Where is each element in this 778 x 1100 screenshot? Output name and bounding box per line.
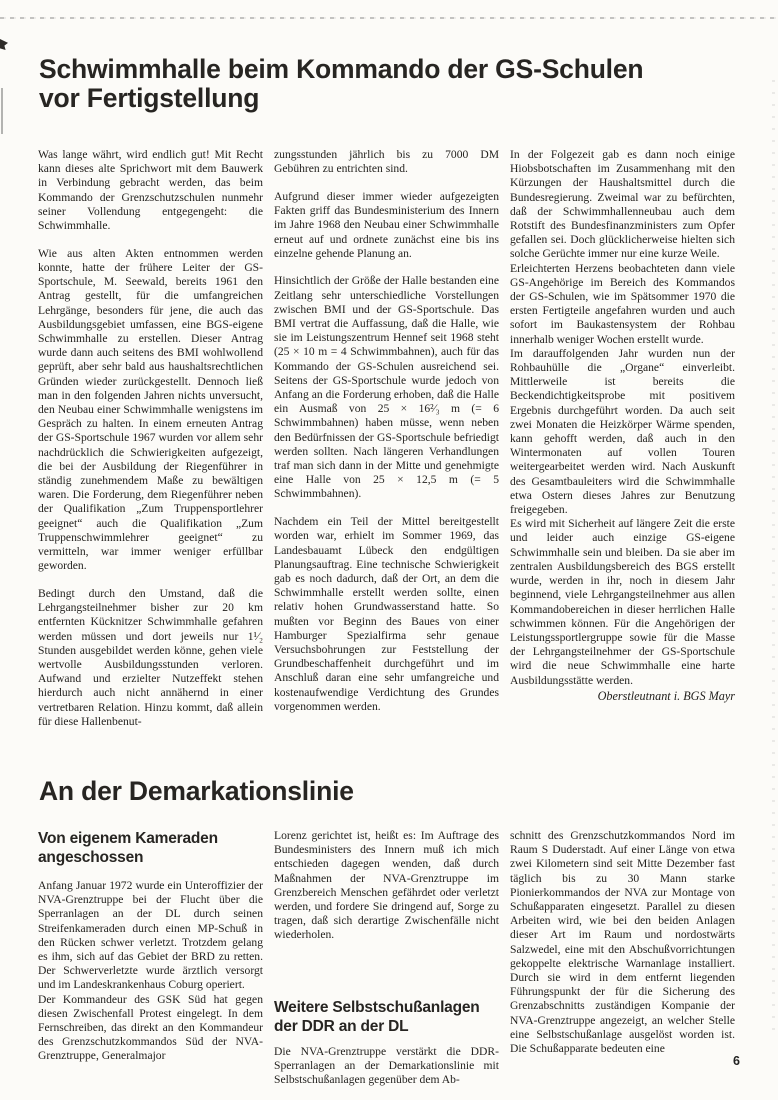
article1-column-3 — [510, 148, 735, 742]
paragraph: schnitt des Grenzschutzkommandos Nord im Raum S Duderstadt. Auf einer Länge von etwa zwei Kilometern sind seit Mitte Dezember fast täglich bis zu 30 Mann starke Pionierkommandos der NVA zur Montage von Schußapparaten eingesetzt. Parallel zu diesen Arbeiten wird, wie bei den beiden Anlagen dieser Art im Raum und nordostwärts Salzwedel, eine mit den Abschußvorrichtungen gekoppelte elektrische Warnanlage installiert. Durch sie wird in dem entfernt liegenden Führungspunkt der für die Sicherung des Grenzabschnitts zuständigen Kompanie der NVA-Grenztruppe angezeigt, an welcher Stelle eine Selbstschußanlage ausgelöst worden ist. Die Schußapparate bedeuten eine — [510, 829, 735, 1056]
paragraph: Erleichterten Herzens beobachteten dann viele GS-Angehörige im Bereich des Kommandos der GS-Schulen, wie im Spätsommer 1970 die ersten Fertigteile angefahren wurden und auch sofort im Baukastensystem der Rohbau innerhalb weniger Wochen erstellt wurde. — [510, 261, 735, 346]
article2-body — [38, 829, 735, 1087]
paragraph: Nachdem ein Teil der Mittel bereitgestellt worden war, erhielt im Sommer 1969, das Landesbauamt Lübeck den endgültigen Planungsauftrag. Eine technische Schwierigkeit gab es noch dadurch, daß der Ort, an dem die Schwimmhalle erstellt werden sollte, einen relativ hohen Grundwasserstand hatte. So mußten vor Beginn des Baues von einer Hamburger Spezialfirma sehr genaue Versuchsbohrungen zur Feststellung der Grundbeschaffenheit durchgeführt und im Anschluß daran eine sehr umfangreiche und kostenaufwendige Verdichtung des Grundes vorgenommen werden. — [274, 515, 499, 713]
paragraph: Im darauffolgenden Jahr wurden nun der Rohbauhülle die „Organe“ einverleibt. Mittlerweile ist bereits die Beckendichtigkeitsprobe mit positivem Ergebnis durchgeführt worden. Da auch seit zwei Monaten die Heizkörper Wärme spenden, kann gehofft werden, daß auch in den Wintermonaten auf vollen Touren weitergearbeitet werden wird. Nach Auskunft des Gesamtbauleiters wird die Schwimmhalle etwa Ostern dieses Jahres zur Benutzung freigegeben. — [510, 346, 735, 517]
article1-title-line1: Schwimmhalle beim Kommando der GS-Schulen — [39, 54, 644, 84]
article1-body — [38, 148, 735, 742]
paragraph: Der Kommandeur des GSK Süd hat gegen diesen Zwischenfall Protest eingelegt. In dem Fernschreiben, das direkt an den Kommandeur des Grenzschutzkommandos Süd der NVA-Grenztruppe, Generalmajor — [38, 992, 263, 1063]
article1-title — [39, 55, 643, 113]
paragraph: Was lange währt, wird endlich gut! Mit Recht kann dieses alte Sprichwort mit dem Bauwerk in Verbindung gebracht werden, das beim Kommando der Grenzschutzschulen nunmehr seiner Vollendung entgegengeht: die Schwimmhalle. — [38, 148, 263, 233]
scan-edge-line — [0, 17, 778, 19]
article2-column-3 — [510, 829, 735, 1087]
article1-byline: Oberstleutnant i. BGS Mayr — [597, 688, 735, 703]
article2-column-1 — [38, 829, 263, 1087]
paragraph: Lorenz gerichtet ist, heißt es: Im Auftrage des Bundesministers des Innern muß ich mich entschieden dagegen wenden, daß durch Maßnahmen der NVA-Grenztruppe im Grenzbereich Menschen gefährdet oder verletzt werden, und fordere Sie dringend auf, Sorge zu tragen, daß sich derartige Zwischenfälle nicht wiederholen. — [274, 829, 499, 942]
article2-subhead-selbstschussanlagen: Weitere Selbstschußanlagen der DDR an der DL — [274, 998, 480, 1035]
paragraph: In der Folgezeit gab es dann noch einige Hiobsbotschaften im Zusammenhang mit den Kürzungen der Haushaltsmittel durch die Bundesregierung. Zweimal war zu befürchten, daß der Schwimmhallenneubau auch dem Rotstift des Bundesfinanzministers zum Opfer gefallen sei. Doch glücklicherweise hielten sich solche Gerüchte immer nur eine kurze Weile. — [510, 148, 735, 261]
article2-subhead-shot-by-comrade: Von eigenem Kameraden angeschossen — [38, 830, 218, 866]
scan-right-noise — [772, 80, 775, 1040]
paragraph: Die NVA-Grenztruppe verstärkt die DDR-Sperranlagen an der Demarkationslinie mit Selbstschußanlagen gegenüber dem Ab- — [274, 1044, 499, 1087]
paragraph: Bedingt durch den Umstand, daß die Lehrgangsteilnehmer bisher zur 20 km entfernten Kücknitzer Schwimmhalle gefahren werden müssen und dort jeweils nur 1¹⁄₂ Stunden ausgebildet werden könne, gehen viele wertvolle Ausbildungsstunden verloren. Aufwand und erzielter Nutzeffekt stehen hierdurch auch nicht annähernd in einer vertretbaren Relation. Hinzu kommt, daß allein für diese Hallenbenut- — [38, 586, 263, 728]
page-number: 6 — [733, 1054, 740, 1068]
article1-title-line2: vor Fertigstellung — [39, 83, 260, 113]
article2-column-2 — [274, 829, 499, 1087]
article1-column-1 — [38, 148, 263, 742]
paragraph: zungsstunden jährlich bis zu 7000 DM Gebühren zu entrichten sind. — [274, 148, 499, 176]
scan-left-streak — [1, 88, 3, 134]
article2-title: An der Demarkationslinie — [39, 776, 354, 806]
paragraph: Wie aus alten Akten entnommen werden konnte, hatte der frühere Leiter der GS-Sportschule, M. Seewald, bereits 1961 den Antrag gestellt, für die umfangreichen Lehrgänge, besonders für jene, die auch das Ausbildungsgebiet umfassen, eine BGS-eigene Schwimmhalle zu erstellen. Dieser Antrag wurde dann auch seitens des BMI wohlwollend geprüft, aber sehr bald aus haushaltsrechtlichen Gründen wieder zurückgestellt. Dennoch ließ man in den folgenden Jahren nichts unversucht, den Neubau einer Schwimmhalle wenigstens im Gespräch zu halten. In einem erneuten Antrag der GS-Sportschule 1967 wurden vor allem sehr nachdrücklich die Schwierigkeiten aufgezeigt, die bei der Ausbildung der Riegenführer in ständig zunehmendem Maße zu bewältigen waren. Die Forderung, dem Riegenführer neben der Qualifikation „Zum Truppensportlehrer geeignet“ auch die Qualifikation „Zum Truppenschwimmlehrer geeignet“ zu vermitteln, war immer weniger erfüllbar geworden. — [38, 246, 263, 573]
paragraph: Anfang Januar 1972 wurde ein Unteroffizier der NVA-Grenztruppe bei der Flucht über die Sperranlagen an der DL durch seinen Streifenkameraden durch einen MP-Schuß in den Rücken schwer verletzt. Trotzdem gelang es ihm, sich auf das Gebiet der BRD zu retten. Der Schwerverletzte wurde ärztlich versorgt und im Landeskrankenhaus Coburg operiert. — [38, 879, 263, 992]
paragraph: Hinsichtlich der Größe der Halle bestanden eine Zeitlang sehr unterschiedliche Vorstellungen zwischen BMI und der GS-Sportschule. Das BMI vertrat die Auffassung, daß die Halle, wie sie im Leistungszentrum Hennef seit 1968 steht (25 × 10 m = 4 Schwimmbahnen), auch für das Kommando der GS-Schulen ausreichend sei. Seitens der GS-Sportschule wurde jedoch von Anfang an die Forderung erhoben, daß die Halle ein Ausmaß von 25 × 16²⁄₃ m (= 6 Schwimmbahnen) haben müsse, wenn neben den Bedürfnissen der GS-Sportschule befriedigt werden sollten. Nach längeren Verhandlungen traf man sich dann in der Mitte und genehmigte eine Halle von 25 × 12,5 m (= 5 Schwimmbahnen). — [274, 274, 499, 501]
scan-ink-mark — [0, 39, 8, 50]
paragraph: Es wird mit Sicherheit auf längere Zeit die erste und leider auch einzige GS-eigene Schwimmhalle sein und bleiben. Da sie aber im zentralen Ausbildungsbereich des BGS erstellt wurde, werden in ihr, noch in diesem Jahr beginnend, viele Lehrgangsteilnehmer aus allen Kommandobereichen in dieser herrlichen Halle schwimmen können. Für die Angehörigen der Leistungssportlergruppe sowie für die Masse der Lehrgangsteilnehmer der GS-Sportschule wird die neue Schwimmhalle eine harte Ausbildungsstätte werden. — [510, 517, 735, 687]
paragraph: Aufgrund dieser immer wieder aufgezeigten Fakten griff das Bundesministerium des Innern im Jahre 1968 den Neubau einer Schwimmhalle erneut auf und ordnete zunächst eine bis ins einzelne gehende Planung an. — [274, 189, 499, 260]
article1-column-2 — [274, 148, 499, 742]
